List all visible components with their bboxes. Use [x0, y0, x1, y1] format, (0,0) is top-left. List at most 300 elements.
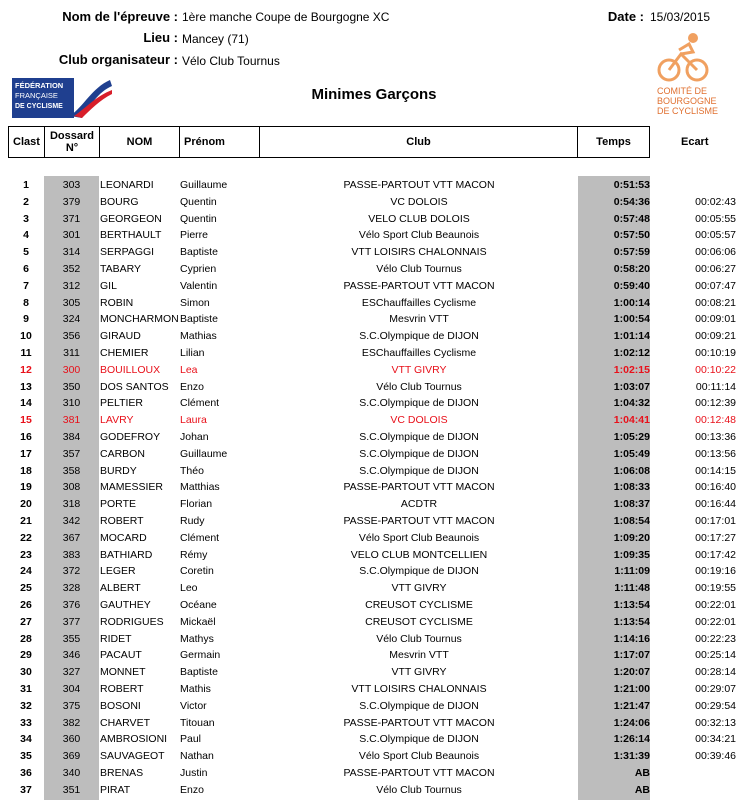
club-cell: VTT LOISIRS CHALONNAIS — [351, 246, 487, 259]
nom-cell: BATHIARD — [100, 548, 153, 561]
table-row — [8, 295, 748, 312]
temps-cell: 1:08:37 — [613, 498, 650, 511]
prenom-cell: Clément — [180, 531, 220, 544]
prenom-cell: Matthias — [180, 481, 220, 494]
prenom-cell: Mickaël — [180, 615, 216, 628]
club-cell: ESChauffailles Cyclisme — [361, 347, 477, 359]
rank-cell: 33 — [20, 716, 32, 729]
nom-cell: BOSONI — [100, 699, 141, 712]
prenom-cell: Baptiste — [180, 313, 218, 326]
prenom-cell: Théo — [180, 464, 204, 477]
club-cell: Vélo Club Tournus — [376, 632, 462, 645]
prenom-cell: Laura — [180, 414, 207, 427]
club-label: Club organisateur : — [58, 52, 178, 67]
rank-cell: 18 — [20, 464, 32, 477]
rank-cell: 19 — [20, 481, 32, 494]
temps-cell: 0:57:59 — [613, 246, 650, 259]
nom-cell: BRENAS — [100, 767, 144, 779]
results-table-header — [8, 126, 740, 158]
club-cell: S.C.Olympique de DIJON — [359, 565, 479, 578]
dossard-cell: 327 — [62, 666, 81, 679]
col-ecart: Ecart — [680, 136, 709, 148]
ecart-cell: 00:07:47 — [695, 279, 736, 292]
col-prenom: Prénom — [180, 127, 260, 158]
ecart-cell: 00:22:23 — [695, 632, 736, 645]
dossard-cell: 381 — [62, 414, 81, 427]
club-cell: VC DOLOIS — [390, 414, 448, 427]
nom-cell: TABARY — [100, 263, 142, 275]
nom-cell: ROBERT — [100, 683, 144, 695]
nom-cell: SERPAGGI — [100, 246, 155, 259]
nom-cell: LAVRY — [100, 414, 134, 427]
temps-cell: 1:02:12 — [613, 347, 650, 359]
event-label: Nom de l'épreuve : — [62, 9, 178, 24]
dossard-cell: 324 — [62, 313, 81, 326]
ecart-cell: 00:34:21 — [695, 733, 736, 746]
prenom-cell: Rudy — [180, 515, 205, 527]
temps-cell: 1:31:39 — [613, 750, 650, 763]
date-value: 15/03/2015 — [650, 10, 711, 24]
rank-cell: 20 — [20, 498, 32, 511]
nom-cell: LEONARDI — [100, 179, 154, 191]
nom-cell: PIRAT — [100, 783, 131, 796]
table-row — [8, 261, 748, 278]
svg-text:FÉDÉRATION: FÉDÉRATION — [15, 81, 64, 90]
prenom-cell: Johan — [180, 431, 209, 443]
nom-cell: ROBIN — [100, 296, 134, 309]
nom-cell: BERTHAULT — [100, 229, 162, 242]
ecart-cell: 00:13:56 — [695, 447, 736, 460]
club-cell: S.C.Olympique de DIJON — [359, 699, 479, 712]
temps-cell: 1:21:00 — [613, 683, 650, 695]
svg-text:DE CYCLISME: DE CYCLISME — [15, 103, 63, 110]
prenom-cell: Nathan — [180, 750, 214, 763]
prenom-cell: Justin — [180, 767, 208, 779]
temps-cell: 1:00:54 — [613, 313, 650, 326]
col-dossard: Dossard N° — [45, 127, 100, 158]
ecart-cell: 00:17:42 — [695, 548, 736, 561]
rank-cell: 23 — [20, 548, 32, 561]
rank-cell: 36 — [20, 767, 32, 779]
prenom-cell: Paul — [180, 733, 202, 746]
event-name: 1ère manche Coupe de Bourgogne XC — [182, 10, 390, 24]
table-row — [8, 463, 748, 480]
prenom-cell: Pierre — [180, 229, 209, 242]
table-row — [8, 345, 748, 362]
col-club: Club — [260, 127, 578, 158]
svg-text:FRANÇAISE: FRANÇAISE — [15, 91, 58, 100]
col-temps: Temps — [578, 127, 650, 158]
rank-cell: 26 — [20, 599, 32, 611]
temps-cell: 1:11:09 — [614, 565, 650, 578]
ecart-cell: 00:17:01 — [695, 515, 736, 527]
temps-cell: 1:02:15 — [613, 363, 650, 376]
nom-cell: BOURG — [100, 195, 139, 208]
table-row — [8, 597, 748, 614]
table-row — [8, 328, 748, 345]
temps-cell: 1:21:47 — [613, 699, 650, 712]
rank-cell: 21 — [20, 515, 32, 527]
club-cell: CREUSOT CYCLISME — [365, 615, 473, 628]
prenom-cell: Quentin — [180, 195, 217, 208]
dossard-cell: 328 — [62, 582, 81, 595]
prenom-cell: Titouan — [180, 716, 215, 729]
temps-cell: 1:04:32 — [613, 397, 650, 410]
dossard-cell: 350 — [62, 380, 81, 393]
dossard-cell: 304 — [62, 683, 81, 695]
temps-cell: 1:08:54 — [613, 515, 650, 527]
rank-cell: 6 — [23, 263, 29, 275]
ecart-cell: 00:29:07 — [695, 683, 736, 695]
rank-cell: 4 — [23, 229, 29, 242]
ecart-cell: 00:08:21 — [695, 296, 736, 309]
temps-cell: 1:05:29 — [613, 431, 650, 443]
rank-cell: 5 — [23, 246, 29, 259]
rank-cell: 12 — [20, 363, 32, 376]
table-row — [8, 664, 748, 681]
club-cell: PASSE-PARTOUT VTT MACON — [343, 179, 495, 191]
nom-cell: ROBERT — [100, 515, 144, 527]
prenom-cell: Leo — [180, 582, 198, 595]
temps-cell: AB — [634, 767, 650, 779]
club-cell: Vélo Club Tournus — [376, 263, 462, 275]
club-cell: S.C.Olympique de DIJON — [359, 733, 479, 746]
dossard-cell: 310 — [62, 397, 81, 410]
table-row — [8, 177, 748, 194]
table-row — [8, 765, 748, 782]
club-cell: VTT GIVRY — [391, 666, 447, 679]
temps-cell: 1:05:49 — [613, 447, 650, 460]
rank-cell: 9 — [23, 313, 29, 326]
club-cell: VELO CLUB MONTCELLIEN — [350, 548, 488, 561]
ecart-cell: 00:28:14 — [695, 666, 736, 679]
dossard-cell: 379 — [62, 195, 81, 208]
temps-cell: 1:14:16 — [613, 632, 650, 645]
prenom-cell: Coretin — [180, 565, 214, 578]
ecart-cell: 00:10:22 — [695, 363, 736, 376]
nom-cell: BURDY — [100, 464, 137, 477]
dossard-cell: 305 — [62, 296, 81, 309]
ecart-cell: 00:19:16 — [695, 565, 736, 578]
ecart-cell: 00:12:48 — [695, 414, 736, 427]
prenom-cell: Clément — [180, 397, 220, 410]
club-cell: Vélo Sport Club Beaunois — [358, 531, 480, 544]
temps-cell: 0:54:36 — [613, 195, 650, 208]
table-row — [8, 446, 748, 463]
rank-cell: 29 — [20, 649, 32, 662]
rank-cell: 22 — [20, 531, 32, 544]
ecart-cell: 00:02:43 — [695, 195, 736, 208]
dossard-cell: 367 — [62, 531, 81, 544]
club-cell: PASSE-PARTOUT VTT MACON — [343, 716, 495, 729]
club-cell: S.C.Olympique de DIJON — [359, 397, 479, 410]
nom-cell: PORTE — [100, 498, 136, 511]
temps-cell: 0:51:53 — [613, 179, 650, 191]
svg-text:COMITÉ DE: COMITÉ DE — [657, 86, 708, 96]
nom-cell: GIRAUD — [100, 330, 141, 343]
club-cell: S.C.Olympique de DIJON — [359, 431, 479, 443]
club-cell: ESChauffailles Cyclisme — [361, 296, 477, 309]
temps-cell: 1:26:14 — [613, 733, 650, 746]
rank-cell: 11 — [20, 347, 32, 359]
ecart-cell: 00:12:39 — [695, 397, 736, 410]
temps-cell: 0:57:50 — [613, 229, 650, 242]
rank-cell: 27 — [20, 615, 32, 628]
nom-cell: GIL — [100, 279, 117, 292]
temps-cell: 1:00:14 — [613, 296, 650, 309]
temps-cell: 1:11:48 — [614, 582, 650, 595]
table-row — [8, 311, 748, 328]
ecart-cell: 00:06:27 — [695, 263, 736, 275]
place-label: Lieu : — [143, 30, 178, 45]
rank-cell: 2 — [23, 195, 29, 208]
rank-cell: 16 — [20, 431, 32, 443]
dossard-cell: 318 — [62, 498, 81, 511]
prenom-cell: Guillaume — [180, 179, 228, 191]
prenom-cell: Victor — [180, 699, 207, 712]
table-row — [8, 429, 748, 446]
dossard-cell: 351 — [62, 783, 81, 796]
club-cell: S.C.Olympique de DIJON — [359, 464, 479, 477]
dossard-cell: 375 — [62, 699, 81, 712]
temps-cell: 1:03:07 — [613, 380, 650, 393]
temps-cell: 1:13:54 — [613, 615, 650, 628]
rank-cell: 8 — [23, 296, 29, 309]
club-cell: VTT LOISIRS CHALONNAIS — [351, 683, 487, 695]
dossard-cell: 346 — [62, 649, 81, 662]
prenom-cell: Mathis — [180, 683, 211, 695]
dossard-cell: 301 — [62, 229, 81, 242]
prenom-cell: Baptiste — [180, 666, 218, 679]
dossard-cell: 303 — [62, 179, 81, 191]
nom-cell: PELTIER — [100, 397, 143, 410]
rank-cell: 7 — [23, 279, 29, 292]
prenom-cell: Guillaume — [180, 447, 228, 460]
nom-cell: GAUTHEY — [100, 599, 151, 611]
club-cell: VC DOLOIS — [390, 195, 448, 208]
rank-cell: 13 — [20, 380, 32, 393]
nom-cell: AMBROSIONI — [100, 733, 168, 746]
svg-text:BOURGOGNE: BOURGOGNE — [657, 96, 717, 106]
prenom-cell: Rémy — [180, 548, 208, 561]
club-cell: S.C.Olympique de DIJON — [359, 447, 479, 460]
table-row — [8, 715, 748, 732]
table-row — [8, 731, 748, 748]
prenom-cell: Germain — [180, 649, 221, 662]
table-row — [8, 395, 748, 412]
club-cell: PASSE-PARTOUT VTT MACON — [343, 279, 495, 292]
prenom-cell: Florian — [180, 498, 213, 511]
prenom-cell: Baptiste — [180, 246, 218, 259]
prenom-cell: Océane — [180, 599, 217, 611]
nom-cell: GODEFROY — [100, 431, 161, 443]
ecart-cell: 00:16:40 — [695, 481, 736, 494]
ecart-cell: 00:14:15 — [695, 464, 736, 477]
prenom-cell: Lilian — [180, 347, 205, 359]
nom-cell: LEGER — [100, 565, 136, 578]
rank-cell: 28 — [20, 632, 32, 645]
nom-cell: GEORGEON — [100, 212, 162, 225]
table-row — [8, 782, 748, 799]
club-cell: VELO CLUB DOLOIS — [368, 212, 470, 225]
table-row — [8, 580, 748, 597]
nom-cell: PACAUT — [100, 649, 142, 662]
dossard-cell: 311 — [63, 347, 80, 359]
dossard-cell: 312 — [62, 279, 81, 292]
date-label: Date : — [607, 9, 644, 24]
dossard-cell: 360 — [62, 733, 81, 746]
dossard-cell: 377 — [62, 615, 81, 628]
rank-cell: 10 — [20, 330, 32, 343]
prenom-cell: Mathys — [180, 632, 214, 645]
temps-cell: 1:24:06 — [613, 716, 650, 729]
ecart-cell: 00:39:46 — [695, 750, 736, 763]
temps-cell: 1:04:41 — [613, 414, 650, 427]
prenom-cell: Cyprien — [180, 263, 217, 275]
nom-cell: SAUVAGEOT — [100, 750, 165, 763]
ecart-cell: 00:05:55 — [695, 212, 736, 225]
prenom-cell: Simon — [180, 296, 210, 309]
temps-cell: 1:06:08 — [613, 464, 650, 477]
club-cell: Vélo Sport Club Beaunois — [358, 229, 480, 242]
dossard-cell: 340 — [62, 767, 81, 779]
club-cell: CREUSOT CYCLISME — [365, 599, 473, 611]
ecart-cell: 00:05:57 — [695, 229, 736, 242]
temps-cell: 1:13:54 — [613, 599, 650, 611]
nom-cell: MOCARD — [100, 531, 147, 544]
dossard-cell: 356 — [62, 330, 81, 343]
rank-cell: 24 — [20, 565, 32, 578]
rank-cell: 34 — [20, 733, 32, 746]
rank-cell: 17 — [20, 447, 32, 460]
club-cell: S.C.Olympique de DIJON — [359, 330, 479, 343]
col-clast: Clast — [9, 127, 45, 158]
place-value: Mancey (71) — [182, 32, 249, 46]
table-row — [8, 379, 748, 396]
nom-cell: RIDET — [100, 632, 132, 645]
table-row — [8, 227, 748, 244]
temps-cell: 1:08:33 — [613, 481, 650, 494]
table-row — [8, 647, 748, 664]
table-row — [8, 681, 748, 698]
temps-cell: 1:09:35 — [613, 548, 650, 561]
rank-cell: 15 — [20, 414, 32, 427]
nom-cell: BOUILLOUX — [100, 363, 161, 376]
rank-cell: 1 — [23, 179, 29, 191]
nom-cell: ALBERT — [100, 582, 141, 595]
ecart-cell: 00:32:13 — [695, 716, 736, 729]
dossard-cell: 352 — [62, 263, 81, 275]
comite-bourgogne-logo — [653, 30, 725, 122]
temps-cell: 1:01:14 — [613, 330, 650, 343]
table-row — [8, 698, 748, 715]
dossard-cell: 314 — [62, 246, 81, 259]
ecart-cell: 00:19:55 — [695, 582, 736, 595]
table-row — [8, 244, 748, 261]
rank-cell: 37 — [20, 783, 32, 796]
table-row — [8, 614, 748, 631]
dossard-cell: 357 — [62, 447, 81, 460]
table-row — [8, 278, 748, 295]
prenom-cell: Enzo — [180, 380, 204, 393]
table-row — [8, 547, 748, 564]
dossard-cell: 382 — [62, 716, 81, 729]
ecart-cell: 00:11:14 — [695, 380, 736, 393]
prenom-cell: Quentin — [180, 212, 217, 225]
nom-cell: CARBON — [100, 447, 145, 460]
ecart-cell: 00:29:54 — [695, 699, 736, 712]
table-row — [8, 563, 748, 580]
nom-cell: MONNET — [100, 666, 146, 679]
nom-cell: DOS SANTOS — [100, 380, 169, 393]
dossard-cell: 376 — [62, 599, 81, 611]
rank-cell: 35 — [20, 750, 32, 763]
dossard-cell: 372 — [62, 565, 81, 578]
ecart-cell: 00:09:01 — [695, 313, 736, 326]
dossard-cell: 342 — [62, 515, 81, 527]
prenom-cell: Valentin — [180, 279, 218, 292]
ecart-cell: 00:13:36 — [695, 431, 736, 443]
club-cell: Vélo Club Tournus — [376, 783, 462, 796]
svg-text:DE CYCLISME: DE CYCLISME — [657, 106, 719, 116]
temps-cell: 1:20:07 — [613, 666, 650, 679]
club-cell: PASSE-PARTOUT VTT MACON — [343, 515, 495, 527]
dossard-cell: 358 — [62, 464, 81, 477]
ecart-cell: 00:16:44 — [695, 498, 736, 511]
table-row — [8, 194, 748, 211]
nom-cell: CHARVET — [100, 716, 150, 729]
table-row — [8, 513, 748, 530]
ecart-cell: 00:22:01 — [695, 615, 736, 628]
nom-cell: CHEMIER — [100, 347, 149, 359]
ecart-cell: 00:10:19 — [695, 347, 736, 359]
dossard-cell: 300 — [62, 363, 81, 376]
col-nom: NOM — [100, 127, 180, 158]
temps-cell: 1:09:20 — [613, 531, 650, 544]
club-cell: Mesvrin VTT — [389, 313, 449, 326]
rank-cell: 25 — [20, 582, 32, 595]
temps-cell: 0:58:20 — [613, 263, 650, 275]
table-row — [8, 530, 748, 547]
club-cell: ACDTR — [400, 498, 438, 511]
club-cell: PASSE-PARTOUT VTT MACON — [343, 481, 495, 494]
temps-cell: 0:57:48 — [613, 212, 650, 225]
rank-cell: 3 — [23, 212, 29, 225]
ecart-cell: 00:25:14 — [695, 649, 736, 662]
dossard-cell: 383 — [62, 548, 81, 561]
rank-cell: 14 — [20, 397, 32, 410]
prenom-cell: Lea — [180, 363, 198, 376]
dossard-cell: 369 — [62, 750, 81, 763]
club-cell: VTT GIVRY — [391, 363, 447, 376]
temps-cell: 0:59:40 — [613, 279, 650, 292]
ecart-cell: 00:22:01 — [695, 599, 736, 611]
rank-cell: 30 — [20, 666, 32, 679]
category-title: Minimes Garçons — [311, 86, 437, 103]
table-row — [8, 362, 748, 379]
rank-cell: 32 — [20, 699, 32, 712]
nom-cell: RODRIGUES — [100, 615, 164, 628]
prenom-cell: Mathias — [180, 330, 217, 343]
club-cell: Mesvrin VTT — [389, 649, 449, 662]
club-cell: PASSE-PARTOUT VTT MACON — [343, 767, 495, 779]
club-cell: VTT GIVRY — [391, 582, 447, 595]
ecart-cell: 00:06:06 — [695, 246, 736, 259]
dossard-cell: 371 — [62, 212, 81, 225]
ecart-cell: 00:17:27 — [695, 531, 736, 544]
ecart-cell: 00:09:21 — [695, 330, 736, 343]
dossard-cell: 308 — [62, 481, 81, 494]
